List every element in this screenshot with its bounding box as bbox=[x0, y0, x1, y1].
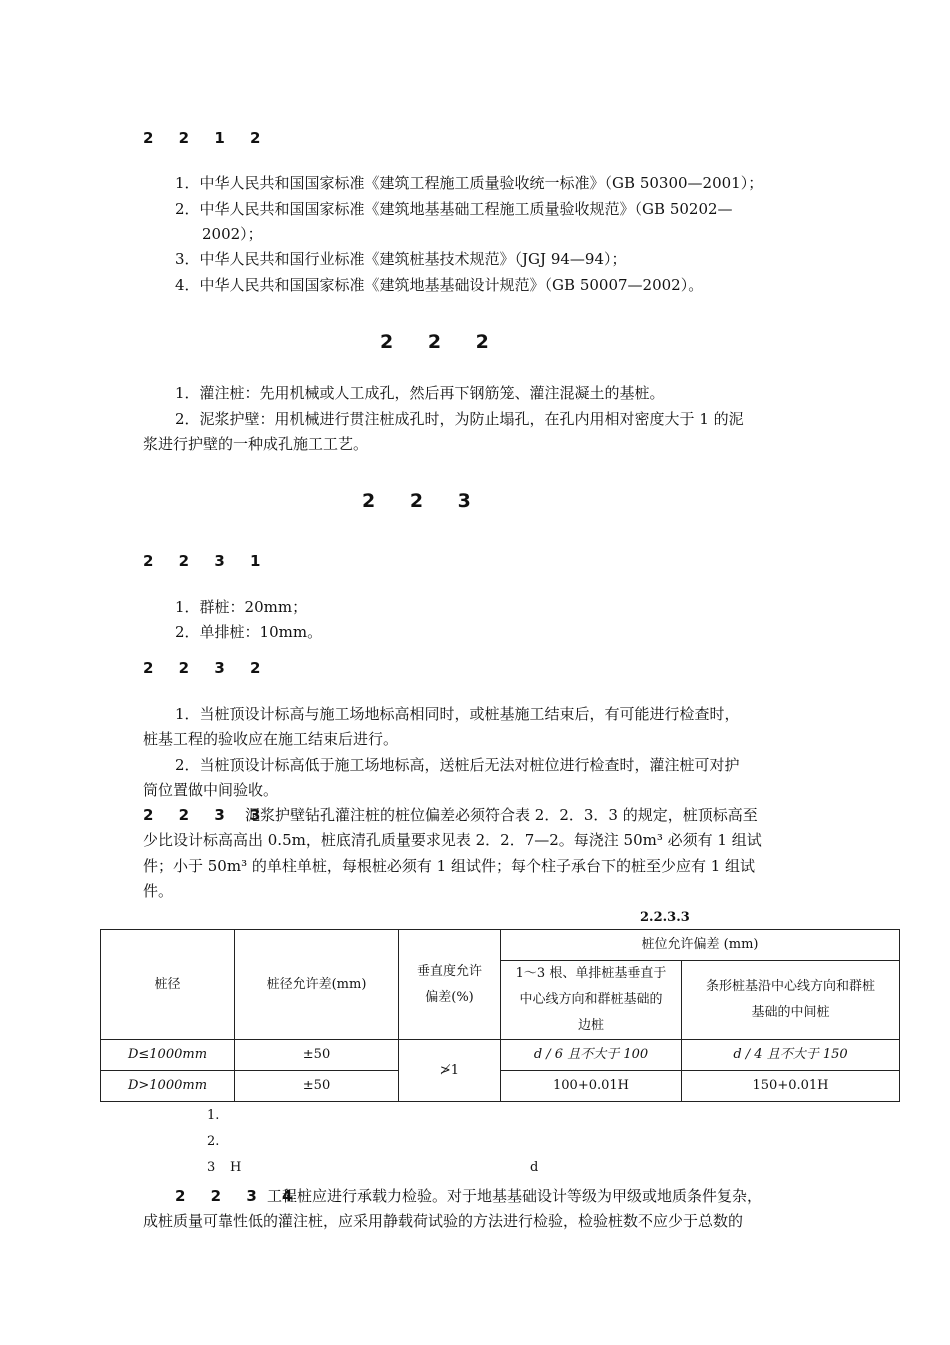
heading-2234: 2 2 3 4 bbox=[175, 1187, 303, 1205]
table-cell: D>1000mm bbox=[101, 1071, 235, 1102]
paragraph-line: 1．灌注桩：先用机械或人工成孔，然后再下钢筋笼、灌注混凝土的基桩。 bbox=[175, 384, 665, 402]
list-item: 1．中华人民共和国国家标准《建筑工程施工质量验收统一标准》（GB 50300—2001）； bbox=[175, 174, 764, 192]
header-cell: 条形桩基沿中心线方向和群桩基础的中间桩 bbox=[682, 961, 900, 1040]
header-cell: 1～3 根、单排桩基垂直于中心线方向和群桩基础的边桩 bbox=[501, 961, 682, 1040]
paragraph-line: 件。 bbox=[143, 882, 174, 900]
heading-2212: 2 2 1 2 bbox=[143, 129, 271, 147]
list-item: 4．中华人民共和国国家标准《建筑地基基础设计规范》（GB 50007—2002）。 bbox=[175, 276, 704, 294]
table-cell: d / 4 且不大于 150 bbox=[682, 1040, 900, 1071]
paragraph-line: 成桩质量可靠性低的灌注桩，应采用静载荷试验的方法进行检验，检验桩数不应少于总数的 bbox=[143, 1212, 744, 1230]
paragraph-line: 桩基工程的验收应在施工结束后进行。 bbox=[143, 730, 399, 748]
table-caption: 2.2.3.3 bbox=[640, 910, 690, 925]
heading-2232: 2 2 3 2 bbox=[143, 659, 271, 677]
table-note: 3 bbox=[207, 1160, 216, 1175]
paragraph-line: 2．当桩顶设计标高低于施工场地标高，送桩后无法对桩位进行检查时，灌注桩可对护 bbox=[175, 756, 740, 774]
table-cell: D≤1000mm bbox=[101, 1040, 235, 1071]
paragraph-line: 泥浆护壁钻孔灌注桩的桩位偏差必须符合表 2．2．3．3 的规定，桩顶标高至 bbox=[245, 806, 758, 824]
deviation-table bbox=[100, 929, 900, 1102]
list-item: 2．中华人民共和国国家标准《建筑地基基础工程施工质量验收规范》（GB 50202— bbox=[175, 200, 733, 218]
paragraph-line: 件；小于 50m³ 的单柱单桩，每根桩必须有 1 组试件；每个柱子承台下的桩至少应有 1 组试 bbox=[143, 857, 756, 875]
section-heading-223: 2 2 3 bbox=[362, 490, 485, 512]
table-note: 1. bbox=[207, 1108, 220, 1123]
paragraph-line: 1．当桩顶设计标高与施工场地标高相同时，或桩基施工结束后，有可能进行检查时， bbox=[175, 705, 740, 723]
paragraph-line: 2．泥浆护壁：用机械进行贯注桩成孔时，为防止塌孔，在孔内用相对密度大于 1 的泥 bbox=[175, 410, 744, 428]
table-cell: ±50 bbox=[235, 1040, 399, 1071]
header-cell: 桩径允许差(mm) bbox=[235, 930, 399, 1040]
header-cell: 桩位允许偏差 (mm) bbox=[501, 930, 900, 961]
list-item: 2002）； bbox=[202, 225, 263, 243]
table-cell: ±50 bbox=[235, 1071, 399, 1102]
paragraph-line: 筒位置做中间验收。 bbox=[143, 781, 279, 799]
heading-2231: 2 2 3 1 bbox=[143, 552, 271, 570]
table-cell: d / 6 且不大于 100 bbox=[501, 1040, 682, 1071]
header-cell: 垂直度允许偏差(%) bbox=[399, 930, 501, 1040]
table-note: H bbox=[230, 1160, 242, 1175]
paragraph-line: 工程桩应进行承载力检验。对于地基基础设计等级为甲级或地质条件复杂， bbox=[267, 1187, 763, 1205]
table-cell: 150+0.01H bbox=[682, 1071, 900, 1102]
table-note: 2. bbox=[207, 1134, 220, 1149]
list-item: 1．群桩：20mm； bbox=[175, 598, 308, 616]
heading-2233: 2 2 3 3 bbox=[143, 806, 271, 824]
paragraph-line: 少比设计标高高出 0.5m，桩底清孔质量要求见表 2．2．7—2。每浇注 50m³ 必须有 1 组试 bbox=[143, 831, 762, 849]
table-note: d bbox=[530, 1160, 539, 1175]
table-cell: 100+0.01H bbox=[501, 1071, 682, 1102]
list-item: 3．中华人民共和国行业标准《建筑桩基技术规范》（JGJ 94—94）； bbox=[175, 250, 627, 268]
section-heading-222: 2 2 2 bbox=[380, 331, 503, 353]
table-cell: ≯1 bbox=[399, 1040, 501, 1102]
paragraph-line: 浆进行护壁的一种成孔施工工艺。 bbox=[143, 435, 369, 453]
list-item: 2．单排桩：10mm。 bbox=[175, 623, 323, 641]
header-cell: 桩径 bbox=[101, 930, 235, 1040]
